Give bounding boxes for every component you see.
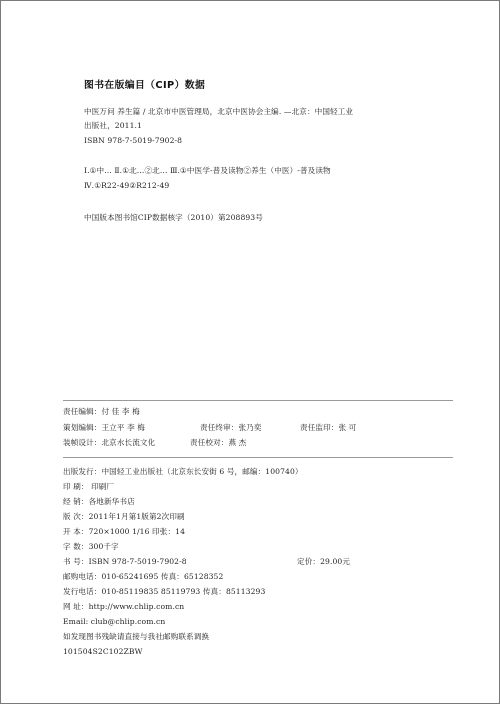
mail-order-phone: 邮购电话：010-65241695 传真：65128352 (63, 572, 224, 581)
cover-design: 装帧设计：北京水长流文化 (63, 438, 156, 447)
responsible-editor: 责任编辑：付 佳 李 梅 (63, 407, 140, 416)
format-line: 开 本：720×1000 1/16 印张：14 (63, 527, 186, 536)
print-code: 101504S2C102ZBW (63, 647, 143, 656)
cip-record-number: 中国版本图书馆CIP数据核字（2010）第208893号 (84, 213, 263, 222)
cip-classification-codes: Ⅳ.①R22-49②R212-49 (84, 181, 170, 190)
publisher-line: 出版发行：中国轻工业出版社（北京东长安街 6 号，邮编：100740） (63, 467, 303, 476)
distribution-phone: 发行电话：010-85119835 85119793 传真：85113293 (63, 587, 266, 596)
cip-title: 图书在版编目（CIP）数据 (84, 80, 206, 91)
email-line: Email: club@chlip.com.cn (63, 617, 166, 626)
planning-editor: 策划编辑：王立平 李 梅 (63, 423, 145, 432)
isbn-line: 书 号：ISBN 978-7-5019-7902-8 (63, 557, 187, 566)
printer-line: 印 刷： 印刷厂 (63, 482, 115, 491)
distributor-line: 经 销：各地新华书店 (63, 497, 135, 506)
final-review: 责任终审：张乃奕 (200, 423, 262, 432)
website-line: 网 址：http://www.chlip.com.cn (63, 602, 185, 611)
cip-line-1: 中医万问 养生篇 / 北京市中医管理局，北京中医协会主编. —北京：中国轻工业 (84, 107, 354, 116)
divider-bottom (63, 457, 453, 458)
exchange-notice: 如发现图书残缺请直接与我社邮购联系调换 (63, 632, 210, 641)
proofreader: 责任校对：燕 杰 (190, 438, 247, 447)
cip-classification: Ⅰ.①中… Ⅱ.①北…②北… Ⅲ.①中医学-普及读物②养生（中医）-普及读物 (84, 166, 331, 175)
divider-top (63, 400, 453, 401)
cip-line-2: 出版社，2011.1 (84, 121, 142, 130)
edition-line: 版 次：2011年1月第1版第2次印刷 (63, 512, 185, 521)
price-label: 定价：29.00元 (297, 557, 351, 566)
print-supervisor: 责任监印：张 可 (300, 423, 357, 432)
word-count-line: 字 数：300千字 (63, 542, 119, 551)
cip-isbn: ISBN 978-7-5019-7902-8 (84, 136, 183, 145)
